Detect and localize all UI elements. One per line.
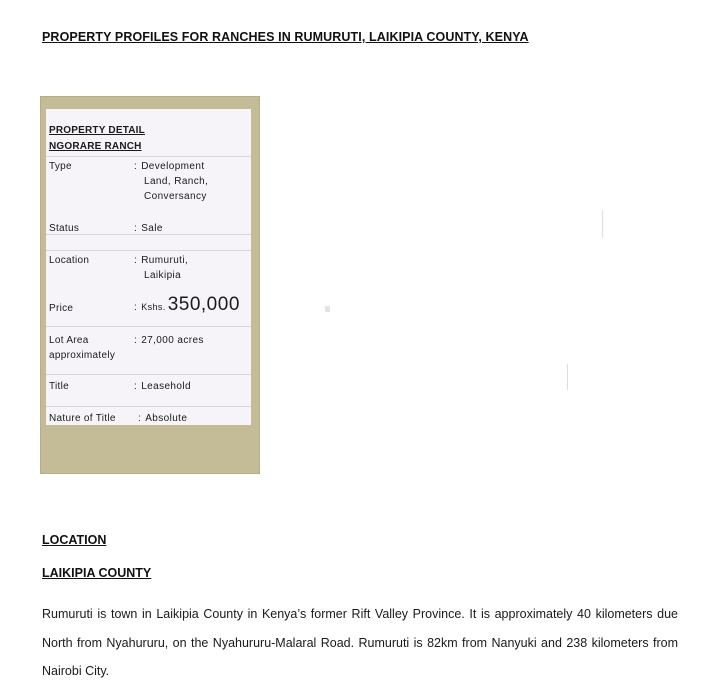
property-detail-panel — [40, 96, 260, 474]
lot-area-value: : 27,000 acres — [134, 335, 204, 346]
county-subheading: LAIKIPIA COUNTY — [42, 566, 152, 580]
nature-of-title-label: Nature of Title — [49, 413, 116, 424]
divider — [46, 156, 251, 157]
divider — [46, 374, 251, 375]
lot-area-label-approx: approximately — [49, 350, 116, 361]
scan-artifact — [325, 306, 330, 312]
scan-artifact — [567, 364, 568, 390]
status-label: Status — [49, 223, 80, 234]
price-value: : Kshs. 350,000 — [134, 294, 240, 315]
document-title: PROPERTY PROFILES FOR RANCHES IN RUMURUTI, LAIKIPIA COUNTY, KENYA — [42, 30, 529, 44]
title-value: : Leasehold — [134, 381, 191, 392]
location-heading: LOCATION — [42, 533, 107, 547]
nature-of-title-value: : Absolute — [138, 413, 188, 424]
scan-artifact — [602, 210, 603, 238]
price-label: Price — [49, 303, 74, 314]
status-value: : Sale — [134, 223, 163, 234]
location-paragraph: Rumuruti is town in Laikipia County in Kenya’s former Rift Valley Province. It is approximately 40 kilometers due North from Nyahururu, on the Nyahururu-Malaral Road. Rumuruti is 82km from Nanyuki and 238 kilometers from Nairobi City. — [42, 607, 678, 678]
divider — [46, 406, 251, 407]
lot-area-label: Lot Area — [49, 335, 89, 346]
type-label: Type — [49, 161, 72, 172]
location-value: : Rumuruti, Laikipia — [134, 255, 189, 281]
divider — [46, 326, 251, 327]
title-label: Title — [49, 381, 70, 392]
property-detail-table — [46, 109, 251, 425]
property-name: NGORARE RANCH — [49, 141, 142, 152]
location-label: Location — [49, 255, 90, 266]
divider — [46, 250, 251, 251]
type-value: : Development Land, Ranch, Conversancy — [134, 161, 209, 202]
property-detail-heading: PROPERTY DETAIL — [49, 125, 145, 136]
